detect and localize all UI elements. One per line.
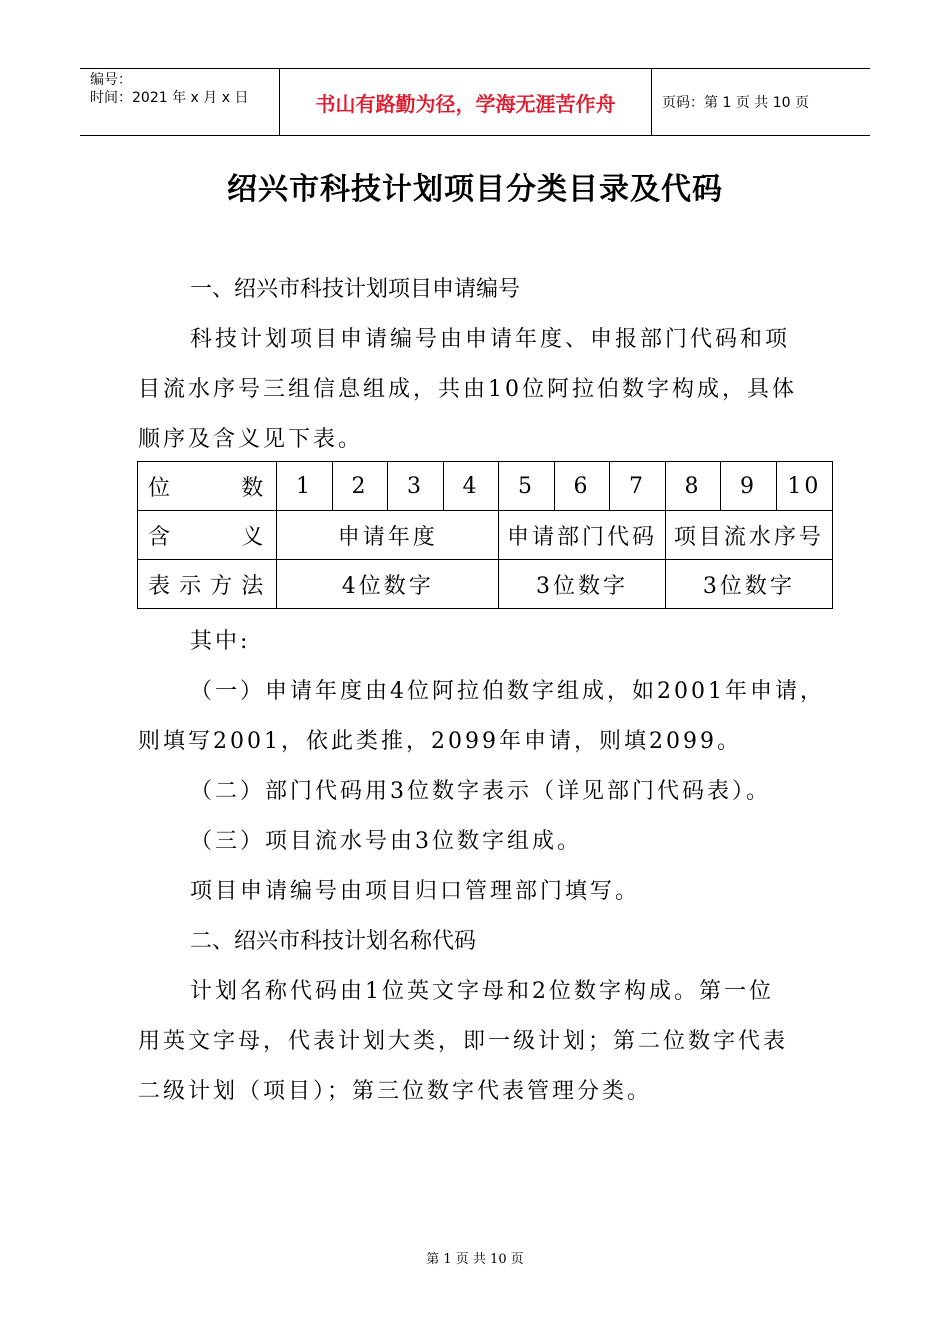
row-label-digits: 位数 [138,462,277,511]
note-line-3: 则填写2001，依此类推，2099年申请，则填2099。 [138,729,742,754]
method-cell: 3位数字 [665,560,832,609]
note-line-2: （一）申请年度由4位阿拉伯数字组成，如2001年申请， [190,679,825,704]
row-label-method: 表示方法 [138,560,277,609]
digit-cell: 5 [499,462,555,511]
table-row [138,462,833,511]
intro-line-2: 目流水序号三组信息组成，共由10位阿拉伯数字构成，具体 [138,377,797,402]
digit-cell: 6 [554,462,610,511]
digit-cell: 10 [776,462,832,511]
meaning-cell: 申请部门代码 [499,511,666,560]
section2-heading: 二、绍兴市科技计划名称代码 [190,929,477,954]
note-line-4: （二）部门代码用3位数字表示（详见部门代码表）。 [190,779,771,804]
document-title: 绍兴市科技计划项目分类目录及代码 [227,172,723,207]
digit-cell: 3 [388,462,444,511]
intro-line-1: 科技计划项目申请编号由申请年度、申报部门代码和项 [190,327,791,352]
digit-cell: 4 [443,462,499,511]
section1-heading: 一、绍兴市科技计划项目申请编号 [190,277,521,302]
digit-cell: 9 [721,462,777,511]
code-structure-table [137,461,833,609]
note-line-1: 其中: [190,629,251,654]
digit-cell: 1 [277,462,333,511]
page-footer: 第 1 页 共 10 页 [426,1252,524,1267]
method-cell: 4位数字 [277,560,499,609]
serial-label: 编号： [90,72,132,88]
digit-cell: 2 [332,462,388,511]
section2-line-3: 二级计划（项目）；第三位数字代表管理分类。 [138,1079,653,1104]
section2-line-2: 用英文字母，代表计划大类，即一级计划；第二位数字代表 [138,1029,789,1054]
header-page-info: 页码：第 1 页 共 10 页 [662,95,809,111]
digit-cell: 8 [665,462,721,511]
table-row [138,511,833,560]
note-line-5: （三）项目流水号由3位数字组成。 [190,829,582,854]
method-cell: 3位数字 [499,560,666,609]
section2-line-1: 计划名称代码由1位英文字母和2位数字构成。第一位 [190,979,774,1004]
header-motto: 书山有路勤为径，学海无涯苦作舟 [280,69,652,135]
page-header [80,68,870,136]
digit-cell: 7 [610,462,666,511]
header-meta [80,69,280,135]
row-label-meaning: 含义 [138,511,277,560]
intro-line-3: 顺序及含义见下表。 [138,427,364,452]
table-row [138,560,833,609]
note-line-6: 项目申请编号由项目归口管理部门填写。 [190,879,641,904]
time-label: 时间：2021 年 x 月 x 日 [90,90,249,106]
meaning-cell: 项目流水序号 [665,511,832,560]
meaning-cell: 申请年度 [277,511,499,560]
